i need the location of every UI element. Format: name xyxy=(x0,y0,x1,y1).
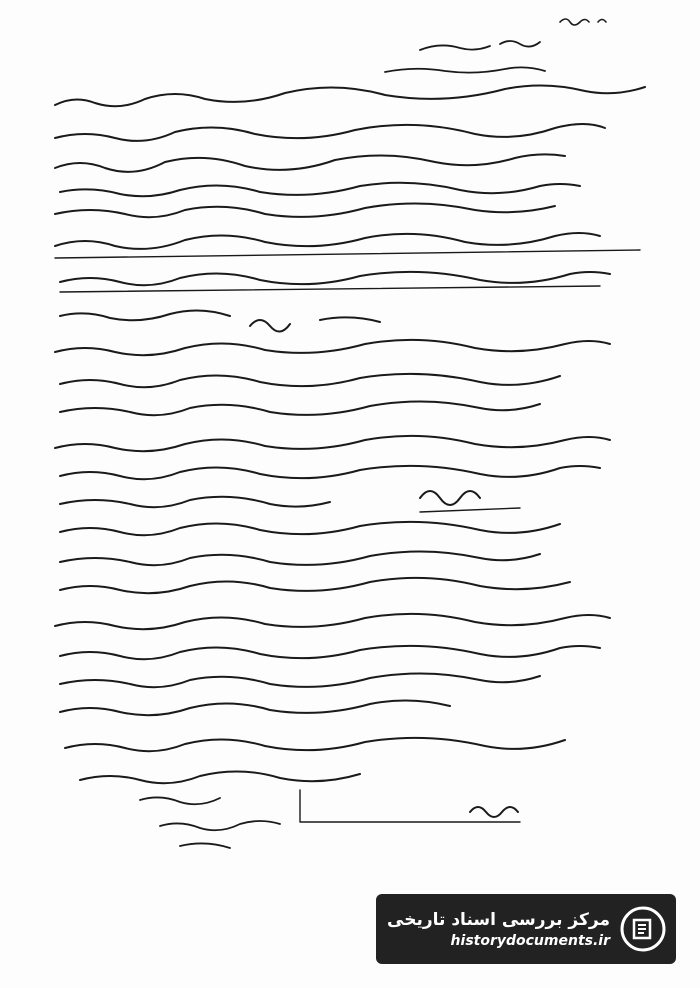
watermark-title: مرکز بررسی اسناد تاریخی xyxy=(387,910,610,930)
watermark-text xyxy=(387,908,610,950)
archive-logo-icon xyxy=(620,906,666,952)
watermark-site: historydocuments.ir xyxy=(450,933,610,949)
archive-watermark xyxy=(376,894,676,964)
